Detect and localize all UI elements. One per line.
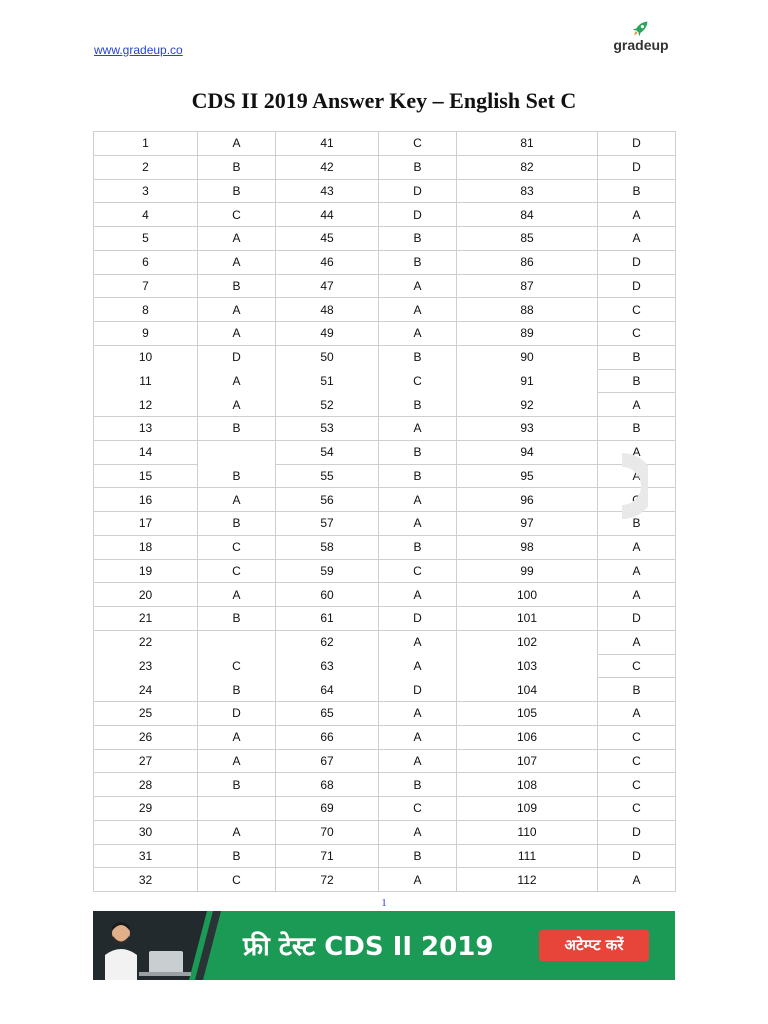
question-number-cell: 10 [94, 345, 198, 369]
answer-cell: A [379, 274, 457, 298]
answer-cell: A [598, 583, 676, 607]
question-number-cell: 24 [94, 678, 198, 702]
answer-cell: A [598, 630, 676, 654]
table-row [94, 844, 676, 868]
question-number-cell: 54 [276, 440, 379, 464]
answer-cell: D [198, 345, 276, 369]
question-number-cell: 19 [94, 559, 198, 583]
answer-cell: D [379, 678, 457, 702]
question-number-cell: 50 [276, 345, 379, 369]
answer-cell: A [598, 702, 676, 726]
question-number-cell: 11 [94, 369, 198, 393]
question-number-cell: 66 [276, 725, 379, 749]
question-number-cell: 20 [94, 583, 198, 607]
question-number-cell: 8 [94, 298, 198, 322]
question-number-cell: 108 [457, 773, 598, 797]
answer-cell: B [379, 773, 457, 797]
answer-cell: B [198, 155, 276, 179]
question-number-cell: 72 [276, 868, 379, 892]
table-row [94, 630, 676, 654]
table-row [94, 155, 676, 179]
answer-cell: B [379, 393, 457, 417]
answer-cell: B [198, 607, 276, 631]
answer-cell: C [198, 868, 276, 892]
answer-cell: A [198, 369, 276, 393]
question-number-cell: 71 [276, 844, 379, 868]
table-row [94, 179, 676, 203]
question-number-cell: 110 [457, 820, 598, 844]
answer-cell: C [598, 797, 676, 821]
question-number-cell: 85 [457, 227, 598, 251]
question-number-cell: 45 [276, 227, 379, 251]
answer-cell: C [598, 773, 676, 797]
answer-cell: A [198, 227, 276, 251]
answer-cell: B [598, 345, 676, 369]
promo-banner[interactable] [93, 911, 675, 980]
answer-cell: A [379, 820, 457, 844]
answer-cell: D [198, 702, 276, 726]
question-number-cell: 31 [94, 844, 198, 868]
question-number-cell: 69 [276, 797, 379, 821]
answer-cell: A [198, 132, 276, 156]
question-number-cell: 42 [276, 155, 379, 179]
answer-cell: A [598, 868, 676, 892]
answer-cell: B [198, 274, 276, 298]
question-number-cell: 112 [457, 868, 598, 892]
attempt-button[interactable]: अटेम्प्ट करें [539, 930, 649, 961]
answer-cell: A [198, 250, 276, 274]
answer-cell: A [198, 583, 276, 607]
table-row [94, 322, 676, 346]
table-row [94, 417, 676, 441]
question-number-cell: 52 [276, 393, 379, 417]
answer-cell: B [598, 512, 676, 536]
answer-cell: A [379, 322, 457, 346]
table-row [94, 654, 676, 678]
question-number-cell: 95 [457, 464, 598, 488]
question-number-cell: 111 [457, 844, 598, 868]
table-row [94, 868, 676, 892]
question-number-cell: 67 [276, 749, 379, 773]
question-number-cell: 60 [276, 583, 379, 607]
answer-cell: A [379, 630, 457, 654]
question-number-cell: 30 [94, 820, 198, 844]
table-row [94, 488, 676, 512]
question-number-cell: 18 [94, 535, 198, 559]
gradeup-logo[interactable] [610, 18, 672, 58]
question-number-cell: 28 [94, 773, 198, 797]
answer-cell: C [379, 797, 457, 821]
answer-cell: A [198, 820, 276, 844]
answer-cell: D [379, 607, 457, 631]
question-number-cell: 103 [457, 654, 598, 678]
table-row [94, 702, 676, 726]
answer-cell: D [379, 179, 457, 203]
question-number-cell: 104 [457, 678, 598, 702]
answer-cell: D [598, 155, 676, 179]
question-number-cell: 15 [94, 464, 198, 488]
question-number-cell: 107 [457, 749, 598, 773]
table-row [94, 607, 676, 631]
question-number-cell: 88 [457, 298, 598, 322]
answer-cell [198, 440, 276, 464]
question-number-cell: 81 [457, 132, 598, 156]
question-number-cell: 49 [276, 322, 379, 346]
question-number-cell: 22 [94, 630, 198, 654]
answer-cell: A [198, 725, 276, 749]
answer-cell: D [598, 607, 676, 631]
question-number-cell: 55 [276, 464, 379, 488]
table-row [94, 393, 676, 417]
answer-cell: A [379, 868, 457, 892]
question-number-cell: 90 [457, 345, 598, 369]
question-number-cell: 6 [94, 250, 198, 274]
answer-cell: D [598, 844, 676, 868]
answer-cell: D [598, 820, 676, 844]
answer-cell: D [598, 250, 676, 274]
table-row [94, 725, 676, 749]
table-row [94, 274, 676, 298]
answer-cell: B [598, 678, 676, 702]
question-number-cell: 93 [457, 417, 598, 441]
answer-cell: B [379, 155, 457, 179]
question-number-cell: 89 [457, 322, 598, 346]
question-number-cell: 48 [276, 298, 379, 322]
question-number-cell: 98 [457, 535, 598, 559]
answer-cell: C [379, 132, 457, 156]
question-number-cell: 13 [94, 417, 198, 441]
question-number-cell: 58 [276, 535, 379, 559]
question-number-cell: 16 [94, 488, 198, 512]
answer-cell: B [198, 512, 276, 536]
answer-cell: B [379, 535, 457, 559]
answer-cell: B [379, 844, 457, 868]
question-number-cell: 32 [94, 868, 198, 892]
answer-cell: B [598, 417, 676, 441]
answer-cell: A [198, 393, 276, 417]
answer-cell: A [198, 322, 276, 346]
question-number-cell: 96 [457, 488, 598, 512]
question-number-cell: 68 [276, 773, 379, 797]
answer-cell: B [198, 773, 276, 797]
answer-cell: D [598, 274, 676, 298]
page-title: CDS II 2019 Answer Key – English Set C [191, 88, 577, 113]
table-row [94, 583, 676, 607]
answer-cell: C [598, 298, 676, 322]
table-row [94, 250, 676, 274]
question-number-cell: 4 [94, 203, 198, 227]
question-number-cell: 70 [276, 820, 379, 844]
question-number-cell: 47 [276, 274, 379, 298]
question-number-cell: 43 [276, 179, 379, 203]
answer-cell: A [598, 559, 676, 583]
table-row [94, 678, 676, 702]
answer-cell: A [379, 654, 457, 678]
question-number-cell: 61 [276, 607, 379, 631]
question-number-cell: 102 [457, 630, 598, 654]
answer-cell: A [198, 488, 276, 512]
answer-cell: A [598, 464, 676, 488]
question-number-cell: 92 [457, 393, 598, 417]
question-number-cell: 99 [457, 559, 598, 583]
answer-cell: A [379, 583, 457, 607]
rocket-icon [610, 18, 672, 38]
answer-cell: A [379, 488, 457, 512]
answer-cell: A [598, 227, 676, 251]
answer-cell: C [198, 654, 276, 678]
question-number-cell: 105 [457, 702, 598, 726]
question-number-cell: 57 [276, 512, 379, 536]
question-number-cell: 14 [94, 440, 198, 464]
answer-cell: B [198, 417, 276, 441]
answer-cell: B [598, 369, 676, 393]
answer-cell: A [379, 749, 457, 773]
answer-cell: A [379, 298, 457, 322]
answer-cell: A [379, 417, 457, 441]
table-row [94, 820, 676, 844]
question-number-cell: 25 [94, 702, 198, 726]
question-number-cell: 1 [94, 132, 198, 156]
answer-cell: B [379, 464, 457, 488]
table-row [94, 464, 676, 488]
answer-cell: C [598, 725, 676, 749]
table-row [94, 797, 676, 821]
answer-cell: B [379, 440, 457, 464]
question-number-cell: 82 [457, 155, 598, 179]
question-number-cell: 65 [276, 702, 379, 726]
question-number-cell: 101 [457, 607, 598, 631]
answer-cell: A [598, 535, 676, 559]
question-number-cell: 62 [276, 630, 379, 654]
table-row [94, 440, 676, 464]
question-number-cell: 63 [276, 654, 379, 678]
page-number: 1 [381, 897, 387, 909]
answer-cell: D [379, 203, 457, 227]
question-number-cell: 86 [457, 250, 598, 274]
answer-cell: B [198, 464, 276, 488]
question-number-cell: 17 [94, 512, 198, 536]
answer-key-table [93, 131, 676, 892]
question-number-cell: 100 [457, 583, 598, 607]
answer-cell: B [379, 345, 457, 369]
question-number-cell: 23 [94, 654, 198, 678]
question-number-cell: 83 [457, 179, 598, 203]
answer-cell: A [598, 440, 676, 464]
answer-key-body [94, 132, 676, 892]
question-number-cell: 7 [94, 274, 198, 298]
table-row [94, 773, 676, 797]
table-row [94, 203, 676, 227]
question-number-cell: 5 [94, 227, 198, 251]
question-number-cell: 2 [94, 155, 198, 179]
question-number-cell: 109 [457, 797, 598, 821]
question-number-cell: 97 [457, 512, 598, 536]
question-number-cell: 26 [94, 725, 198, 749]
question-number-cell: 94 [457, 440, 598, 464]
banner-headline: फ्री टेस्ट CDS II 2019 [243, 932, 494, 962]
answer-cell: B [198, 678, 276, 702]
table-row [94, 535, 676, 559]
answer-cell: B [598, 179, 676, 203]
question-number-cell: 29 [94, 797, 198, 821]
question-number-cell: 59 [276, 559, 379, 583]
table-row [94, 298, 676, 322]
answer-cell: B [379, 227, 457, 251]
answer-cell: C [198, 559, 276, 583]
question-number-cell: 21 [94, 607, 198, 631]
question-number-cell: 41 [276, 132, 379, 156]
answer-cell: A [598, 393, 676, 417]
answer-cell: A [198, 298, 276, 322]
question-number-cell: 87 [457, 274, 598, 298]
question-number-cell: 51 [276, 369, 379, 393]
question-number-cell: 106 [457, 725, 598, 749]
question-number-cell: 46 [276, 250, 379, 274]
answer-cell: A [379, 725, 457, 749]
answer-cell: D [598, 132, 676, 156]
answer-cell: A [198, 749, 276, 773]
site-link[interactable]: www.gradeup.co [94, 43, 183, 57]
logo-text: gradeup [613, 37, 669, 53]
question-number-cell: 3 [94, 179, 198, 203]
answer-cell: A [379, 512, 457, 536]
answer-cell: C [598, 322, 676, 346]
question-number-cell: 64 [276, 678, 379, 702]
answer-cell: A [598, 203, 676, 227]
question-number-cell: 9 [94, 322, 198, 346]
answer-cell: C [198, 535, 276, 559]
answer-cell: C [598, 749, 676, 773]
answer-cell [198, 630, 276, 654]
question-number-cell: 84 [457, 203, 598, 227]
answer-cell [198, 797, 276, 821]
question-number-cell: 12 [94, 393, 198, 417]
answer-cell: A [379, 702, 457, 726]
table-row [94, 369, 676, 393]
table-row [94, 559, 676, 583]
answer-cell: B [198, 179, 276, 203]
question-number-cell: 56 [276, 488, 379, 512]
table-row [94, 749, 676, 773]
answer-cell: C [379, 369, 457, 393]
answer-cell: B [379, 250, 457, 274]
table-row [94, 132, 676, 156]
answer-cell: B [198, 844, 276, 868]
table-row [94, 512, 676, 536]
answer-cell: C [598, 654, 676, 678]
answer-cell: C [379, 559, 457, 583]
question-number-cell: 44 [276, 203, 379, 227]
question-number-cell: 91 [457, 369, 598, 393]
answer-cell: C [598, 488, 676, 512]
student-laptop-illustration [93, 911, 233, 980]
table-row [94, 227, 676, 251]
question-number-cell: 27 [94, 749, 198, 773]
question-number-cell: 53 [276, 417, 379, 441]
table-row [94, 345, 676, 369]
answer-cell: C [198, 203, 276, 227]
